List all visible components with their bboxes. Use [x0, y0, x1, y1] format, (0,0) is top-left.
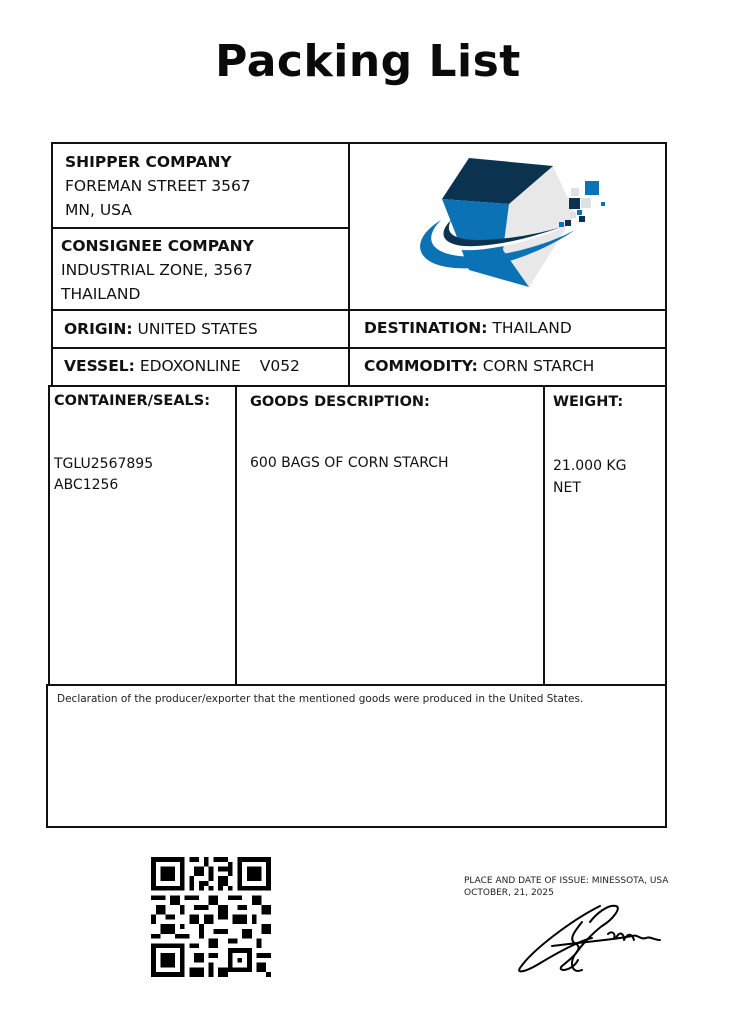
- shipper-address-line1: FOREMAN STREET 3567: [65, 177, 251, 195]
- origin-field: [64, 317, 258, 341]
- weight-amount: 21.000 KG: [553, 458, 627, 474]
- commodity-value: CORN STARCH: [482, 357, 595, 375]
- consignee-block: [61, 234, 254, 306]
- weight-values: [553, 455, 626, 499]
- vessel-field: [64, 354, 300, 378]
- page-title: Packing List: [215, 36, 521, 87]
- grid-divider: [348, 142, 350, 387]
- origin-label: ORIGIN:: [64, 320, 133, 338]
- shipping-box-logo-icon: [405, 152, 615, 292]
- goods-column-divider: [543, 385, 545, 686]
- goods-description: 600 BAGS OF CORN STARCH: [250, 455, 449, 471]
- shipper-address-line2: MN, USA: [65, 201, 132, 219]
- declaration-text: Declaration of the producer/exporter that the mentioned goods were produced in the United States.: [57, 693, 584, 705]
- shipper-block: [65, 150, 251, 222]
- container-seals-header: CONTAINER/SEALS:: [54, 393, 211, 409]
- voyage-number: V052: [259, 357, 300, 375]
- place-of-issue: PLACE AND DATE OF ISSUE: MINESSOTA, USA: [464, 876, 669, 886]
- seal-number: ABC1256: [54, 477, 119, 493]
- container-number: TGLU2567895: [54, 456, 154, 472]
- destination-value: THAILAND: [492, 319, 572, 337]
- commodity-field: [364, 354, 594, 378]
- qr-code-icon: [151, 857, 271, 977]
- declaration-box: [46, 684, 667, 828]
- origin-value: UNITED STATES: [137, 320, 258, 338]
- commodity-label: COMMODITY:: [364, 357, 478, 375]
- vessel-label: VESSEL:: [64, 357, 135, 375]
- destination-label: DESTINATION:: [364, 319, 488, 337]
- consignee-address-line1: INDUSTRIAL ZONE, 3567: [61, 261, 253, 279]
- consignee-name: CONSIGNEE COMPANY: [61, 237, 254, 255]
- grid-divider: [51, 227, 349, 229]
- goods-column-divider: [235, 385, 237, 686]
- vessel-value: EDOXONLINE: [139, 357, 241, 375]
- shipper-name: SHIPPER COMPANY: [65, 153, 232, 171]
- grid-divider: [51, 347, 667, 349]
- date-of-issue: OCTOBER, 21, 2025: [464, 888, 554, 898]
- destination-field: [364, 316, 572, 340]
- issue-info: [464, 875, 668, 899]
- weight-header: WEIGHT:: [553, 394, 624, 410]
- grid-divider: [51, 309, 667, 311]
- signature-icon: [512, 900, 667, 980]
- weight-type: NET: [553, 480, 581, 496]
- goods-description-header: GOODS DESCRIPTION:: [250, 394, 430, 410]
- consignee-address-line2: THAILAND: [61, 285, 141, 303]
- goods-table: [48, 385, 667, 686]
- container-numbers: [54, 454, 153, 496]
